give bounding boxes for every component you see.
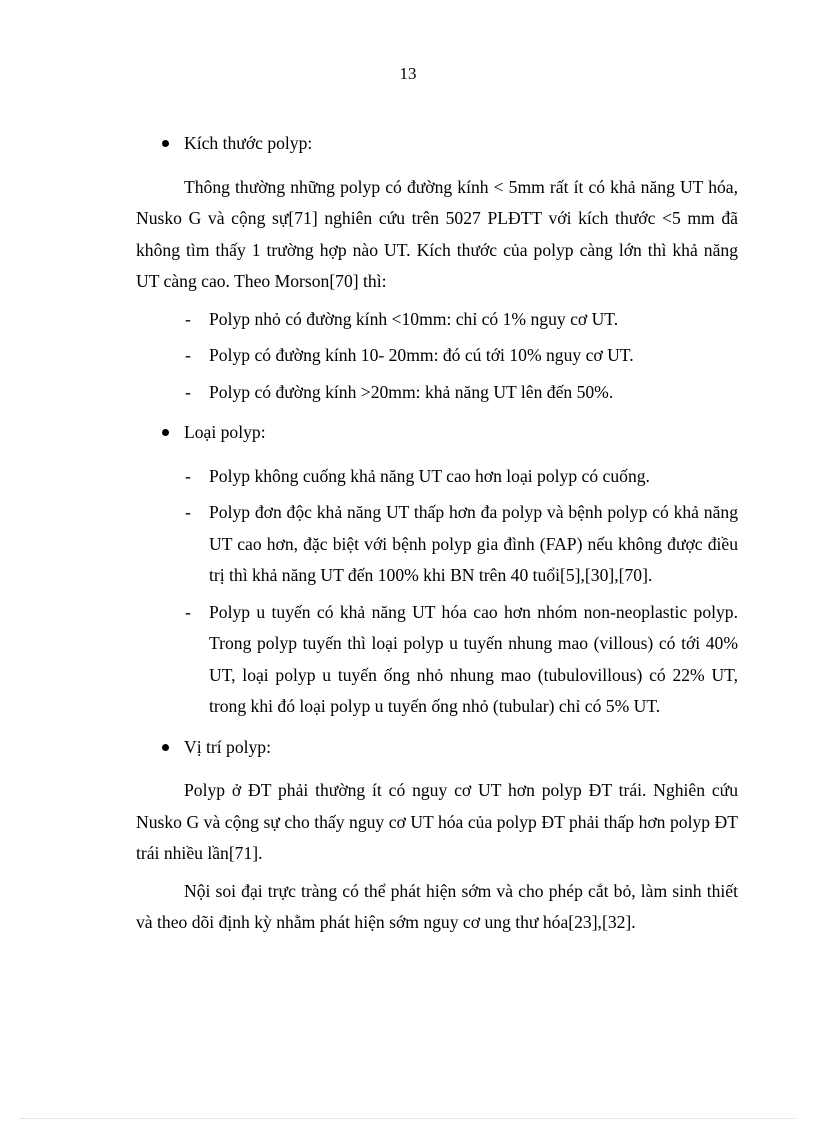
list-item-text: Polyp đơn độc khả năng UT thấp hơn đa polyp và bệnh polyp có khả năng UT cao hơn, đặc biệt với bệnh polyp gia đình (FAP) nếu không được điều trị thì khả năng UT đến 100% khi BN trên 40 tuổi[5],[30],[70]. [209,502,738,585]
heading-text: Kích thước polyp: [184,133,313,153]
list-item-text: Polyp nhỏ có đường kính <10mm: chỉ có 1% nguy cơ UT. [209,308,619,329]
list-item [136,461,738,493]
bullet-icon [162,140,169,147]
dash-marker: - [185,601,191,622]
list-item-text: Polyp không cuống khả năng UT cao hơn loại polyp có cuống. [209,465,650,486]
section-heading-location [136,732,738,764]
paragraph-size: Thông thường những polyp có đường kính < 5mm rất ít có khả năng UT hóa, Nusko G và cộng sự[71] nghiên cứu trên 5027 PLĐTT với kích thước <5 mm đã không tìm thấy 1 trường hợp nào UT. Kích thước của polyp càng lớn thì khả năng UT càng cao. Theo Morson[70] thì: [136,176,738,291]
dash-marker: - [185,308,191,329]
dash-marker: - [185,381,191,402]
paragraph-location-1: Polyp ở ĐT phải thường ít có nguy cơ UT hơn polyp ĐT trái. Nghiên cứu Nusko G và cộng sự cho thấy nguy cơ UT hóa của polyp ĐT phải thấp hơn polyp ĐT trái nhiều lần[71]. [136,780,738,863]
section-heading-size [136,128,738,160]
page-number: 13 [399,64,417,83]
list-item-text: Polyp u tuyến có khả năng UT hóa cao hơn nhóm non-neoplastic polyp. Trong polyp tuyến thì loại polyp u tuyến nhung mao (villous) có tới 40% UT, loại polyp u tuyến ống nhỏ nhung mao (tubulovillous) có 22% UT, trong khi đó loại polyp u tuyến ống nhỏ (tubular) chỉ có 5% UT. [209,601,738,716]
document-body [136,128,738,945]
list-item [136,377,738,409]
list-item [136,497,738,592]
list-item [136,340,738,372]
bullet-icon [162,744,169,751]
dash-marker: - [185,502,191,522]
page-bottom-divider [20,1118,796,1119]
paragraph-location-2: Nội soi đại trực tràng có thể phát hiện sớm và cho phép cắt bỏ, làm sinh thiết và theo dõi định kỳ nhằm phát hiện sớm nguy cơ ung thư hóa[23],[32]. [136,880,738,932]
list-item [136,597,738,723]
heading-text: Loại polyp: [184,422,266,442]
heading-text: Vị trí polyp: [184,736,271,757]
bullet-icon [162,429,169,436]
dash-marker: - [185,345,191,365]
list-item [136,304,738,336]
list-item-text: Polyp có đường kính 10- 20mm: đó cú tới 10% nguy cơ UT. [209,345,634,365]
list-item-text: Polyp có đường kính >20mm: khả năng UT lên đến 50%. [209,381,614,402]
section-heading-type [136,417,738,449]
dash-marker: - [185,465,191,486]
